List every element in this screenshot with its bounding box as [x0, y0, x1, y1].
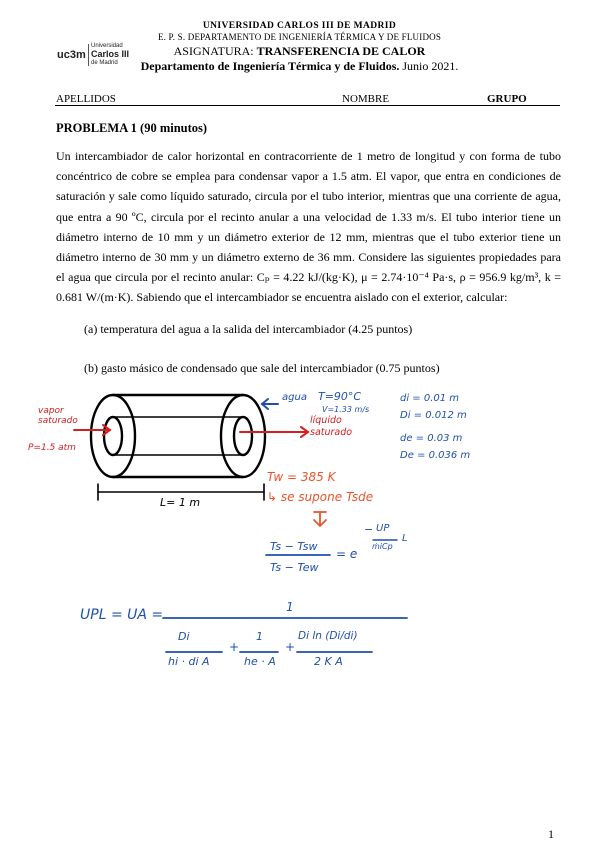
- label-liquido-text: líquido: [310, 415, 342, 426]
- exponent-minus: −: [364, 523, 374, 536]
- label-saturado2-text: saturado: [310, 427, 353, 438]
- fields-underline: [55, 105, 560, 106]
- plus-sign: +: [285, 640, 296, 654]
- exponent-length: L: [402, 533, 408, 544]
- upl-lhs: UPL = UA =: [80, 607, 164, 623]
- label-agua: agua: [282, 392, 307, 403]
- ratio-denominator: Ts − Tew: [270, 561, 319, 574]
- university-logo: [57, 42, 147, 68]
- exchanger-drawing: [91, 395, 265, 500]
- problem-title: PROBLEMA 1 (90 minutos): [56, 121, 208, 135]
- question-a: (a) temperatura del agua a la salida del intercambiador (4.25 puntos): [84, 322, 413, 336]
- field-apellidos: APELLIDOS: [56, 93, 116, 105]
- department-line: E. P. S. DEPARTAMENTO DE INGENIERÍA TÉRMICA Y DE FLUIDOS: [157, 32, 442, 42]
- term1-numerator: Di: [178, 630, 190, 643]
- subject-prefix: ASIGNATURA:: [173, 44, 257, 58]
- term3-denominator: 2 K A: [314, 655, 343, 668]
- logo-divider: [88, 44, 89, 66]
- inner-tube-left-end: [104, 417, 122, 455]
- label-water-temp: T=90°C: [318, 390, 362, 403]
- value-di: di = 0.01 m: [400, 393, 460, 404]
- label-water-velocity: V=1.33 m/s: [322, 405, 370, 414]
- label-vapor-text: vapor: [38, 406, 64, 416]
- field-nombre: NOMBRE: [342, 93, 390, 105]
- label-wall-temp: Tw = 385 K: [267, 470, 336, 484]
- inner-tube-right-end: [234, 417, 252, 455]
- term2-denominator: he · A: [244, 655, 276, 668]
- statement-line: diámetro interno de 30 mm y un diámetro externo de 36 mm. Considere las siguientes propiedades para: [56, 250, 561, 265]
- label-assumption: ↳ se supone Tsde: [267, 490, 374, 504]
- label-length: L= 1 m: [160, 496, 201, 509]
- subject-name: TRANSFERENCIA DE CALOR: [256, 44, 426, 58]
- question-b: (b) gasto másico de condensado que sale del intercambiador (0.75 puntos): [84, 361, 440, 375]
- down-arrow-icon: [314, 512, 326, 526]
- outer-tube-left-end: [91, 395, 135, 477]
- value-De: De = 0.036 m: [400, 450, 471, 461]
- ratio-numerator: Ts − Tsw: [270, 540, 318, 553]
- university-name: UNIVERSIDAD CARLOS III DE MADRID: [202, 21, 397, 31]
- diameter-values: [400, 390, 470, 464]
- label-liquido: [310, 415, 352, 439]
- logo-short: uc3m: [57, 49, 86, 61]
- statement-line: el agua que circula por el recinto anular: Cₚ = 4.22 kJ/(kg·K), μ = 2.74·10⁻⁴ Pa·s, ρ = 956.9 kg/m³, k =: [56, 270, 561, 285]
- water-inlet-arrow: [262, 399, 278, 409]
- page-number: 1: [548, 827, 554, 841]
- label-saturado-text: saturado: [38, 416, 78, 426]
- term3-numerator: Di ln (Di/di): [298, 630, 358, 642]
- equals-exponential: = e: [336, 547, 358, 561]
- statement-line: diámetro interno de 10 mm y un diámetro exterior de 12 mm, mientras que el tubo exterior tiene un: [56, 229, 561, 244]
- exponent-numerator: UP: [376, 523, 390, 534]
- logo-line3: de Madrid: [91, 60, 118, 66]
- label-pressure: P=1.5 atm: [28, 443, 76, 453]
- term2-numerator: 1: [256, 630, 263, 643]
- upl-numerator: 1: [286, 600, 294, 614]
- exponent-denominator: ṁiCp: [372, 542, 393, 551]
- dept-name: Departamento de Ingeniería Térmica y de Fluidos.: [140, 59, 400, 73]
- statement-line: Un intercambiador de calor horizontal en contracorriente de 1 metro de longitud y con forma de tubo: [56, 149, 561, 163]
- label-vapor: [38, 406, 78, 426]
- term1-denominator: hi · di A: [168, 655, 210, 668]
- problem-statement: [56, 146, 561, 308]
- statement-line: 0.681 W/(m·K). Sabiendo que el intercambiador se encuentra aislado con el exterior, calcular:: [56, 290, 508, 305]
- exam-date: Junio 2021.: [399, 59, 459, 73]
- statement-line: saturación y sale como líquido saturado, circula por el tubo interior, mientras que una corriente de agua,: [56, 189, 561, 204]
- value-de: de = 0.03 m: [400, 433, 463, 444]
- plus-sign: +: [229, 640, 240, 654]
- field-grupo: GRUPO: [487, 93, 527, 105]
- outer-tube-right-end: [221, 395, 265, 477]
- logo-line2: Carlos III: [91, 49, 130, 59]
- statement-line: que entra a 90 ºC, circula por el recinto anular a una velocidad de 1.33 m/s. El tubo interior tiene un: [56, 209, 561, 224]
- statement-line: concéntrico de cobre se emplea para condensar vapor a 1.5 atm. El vapor, que entra en condiciones de: [56, 169, 561, 184]
- value-Di: Di = 0.012 m: [400, 410, 467, 421]
- logo-line1: Universidad: [91, 43, 123, 49]
